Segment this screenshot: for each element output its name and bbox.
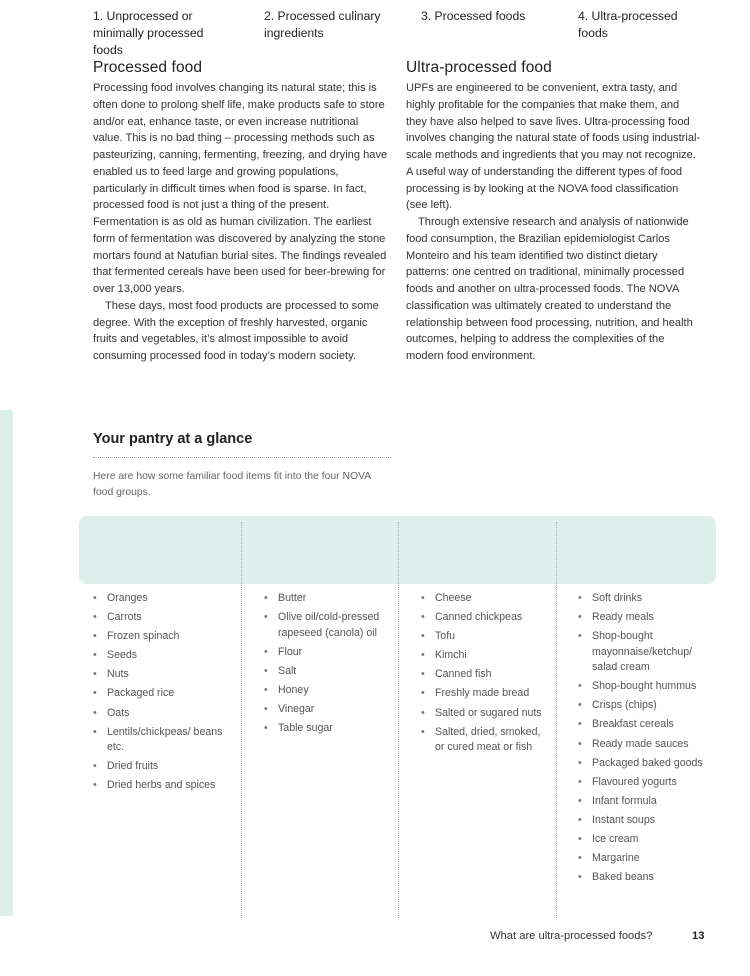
ultra-processed-food-section <box>406 58 702 365</box>
list-item: • Kimchi <box>421 648 547 664</box>
list-item: • Packaged baked goods <box>578 756 710 772</box>
list-item: • Oranges <box>93 591 231 607</box>
column-divider <box>556 522 557 918</box>
list-item: • Ready meals <box>578 610 710 626</box>
list-item: • Ice cream <box>578 832 710 848</box>
list-item: • Seeds <box>93 648 231 664</box>
group-heading-1: 1. Unprocessed or minimally processed foods <box>93 9 204 57</box>
list-item: • Shop-bought hummus <box>578 679 710 695</box>
group-heading-3: 3. Processed foods <box>421 9 526 23</box>
list-item: • Breakfast cereals <box>578 717 710 733</box>
body-paragraph: Processing food involves changing its natural state; this is often done to prolong shelf life, make products safe to store and/or eat, enhance taste, or even increase nutritional value. This is no bad thing – processing methods such as pasteurizing, canning, fermenting, freezing, and drying have enabled us to feed large and growing populations, particularly in difficult times when food is sparse. In fact, processed food is not just a thing of the present. Fermentation is as old as human civilization. The earliest form of fermentation was discovered by analyzing the stone mortars found at Natufian burial sites. The findings revealed that fermented cereals have been used for beer-brewing for over 13,000 years. <box>93 82 388 295</box>
list-item: • Infant formula <box>578 794 710 810</box>
list-item: • Soft drinks <box>578 591 710 607</box>
list-item: • Dried fruits <box>93 759 231 775</box>
group-heading-4: 4. Ultra-processed foods <box>578 9 678 40</box>
group-heading-2: 2. Processed culinary ingredients <box>264 9 381 40</box>
list-item: • Flavoured yogurts <box>578 775 710 791</box>
page-number: 13 <box>692 930 705 942</box>
group-list-4 <box>578 591 710 889</box>
list-item: • Salted, dried, smoked, or cured meat or fish <box>421 725 547 756</box>
list-item: • Crisps (chips) <box>578 698 710 714</box>
list-item: • Carrots <box>93 610 231 626</box>
group-list-3 <box>421 591 547 759</box>
list-item: • Frozen spinach <box>93 629 231 645</box>
list-item: • Canned fish <box>421 667 547 683</box>
group-list-2 <box>264 591 392 740</box>
body-paragraph: These days, most food products are processed to some degree. With the exception of freshly harvested, organic fruits and vegetables, it’s almost impossible to avoid consuming processed food in today’s modern society. <box>93 299 379 362</box>
list-item: • Vinegar <box>264 702 392 718</box>
section-heading: Processed food <box>93 59 203 76</box>
list-item: • Nuts <box>93 667 231 683</box>
body-paragraph: UPFs are engineered to be convenient, extra tasty, and highly profitable for the companies that make them, and they have also helped to save lives. Ultra-processing food involves changing the natural state of foods using industrial-scale methods and ingredients that you may not recognize. A useful way of understanding the different types of food processing is by looking at the NOVA food classification (see left). <box>406 82 701 212</box>
processed-food-section <box>93 58 389 365</box>
side-accent-strip <box>0 410 13 916</box>
list-item: • Salt <box>264 664 392 680</box>
list-item: • Lentils/chickpeas/ beans etc. <box>93 725 231 756</box>
list-item: • Baked beans <box>578 870 710 886</box>
group-list-1 <box>93 591 231 797</box>
list-item: • Oats <box>93 706 231 722</box>
list-item: • Honey <box>264 683 392 699</box>
list-item: • Canned chickpeas <box>421 610 547 626</box>
pantry-intro: Here are how some familiar food items fit into the four NOVA food groups. <box>93 457 391 500</box>
list-item: • Shop-bought mayonnaise/ketchup/ salad cream <box>578 629 710 676</box>
list-item: • Packaged rice <box>93 686 231 702</box>
section-heading: Ultra-processed food <box>406 59 552 76</box>
list-item: • Flour <box>264 645 392 661</box>
column-divider <box>241 522 242 918</box>
list-item: • Dried herbs and spices <box>93 778 231 794</box>
list-item: • Instant soups <box>578 813 710 829</box>
body-paragraph: Through extensive research and analysis of nationwide food consumption, the Brazilian epidemiologist Carlos Monteiro and his team identified two distinct dietary patterns: one centred on traditional, minimally processed foods and another on ultra-processed foods. The NOVA classification was ultimately created to understand the relationship between food processing, nutrition, and health outcomes, helping to address the complexities of the modern food environment. <box>406 216 693 362</box>
list-item: • Tofu <box>421 629 547 645</box>
list-item: • Margarine <box>578 851 710 867</box>
list-item: • Butter <box>264 591 392 607</box>
list-item: • Ready made sauces <box>578 737 710 753</box>
list-item: • Salted or sugared nuts <box>421 706 547 722</box>
list-item: • Freshly made bread <box>421 686 547 702</box>
column-divider <box>398 522 399 918</box>
list-item: • Olive oil/cold-pressed rapeseed (canola) oil <box>264 610 392 641</box>
pantry-title: Your pantry at a glance <box>93 431 253 447</box>
running-title: What are ultra-processed foods? <box>490 930 653 942</box>
list-item: • Table sugar <box>264 721 392 737</box>
list-item: • Cheese <box>421 591 547 607</box>
